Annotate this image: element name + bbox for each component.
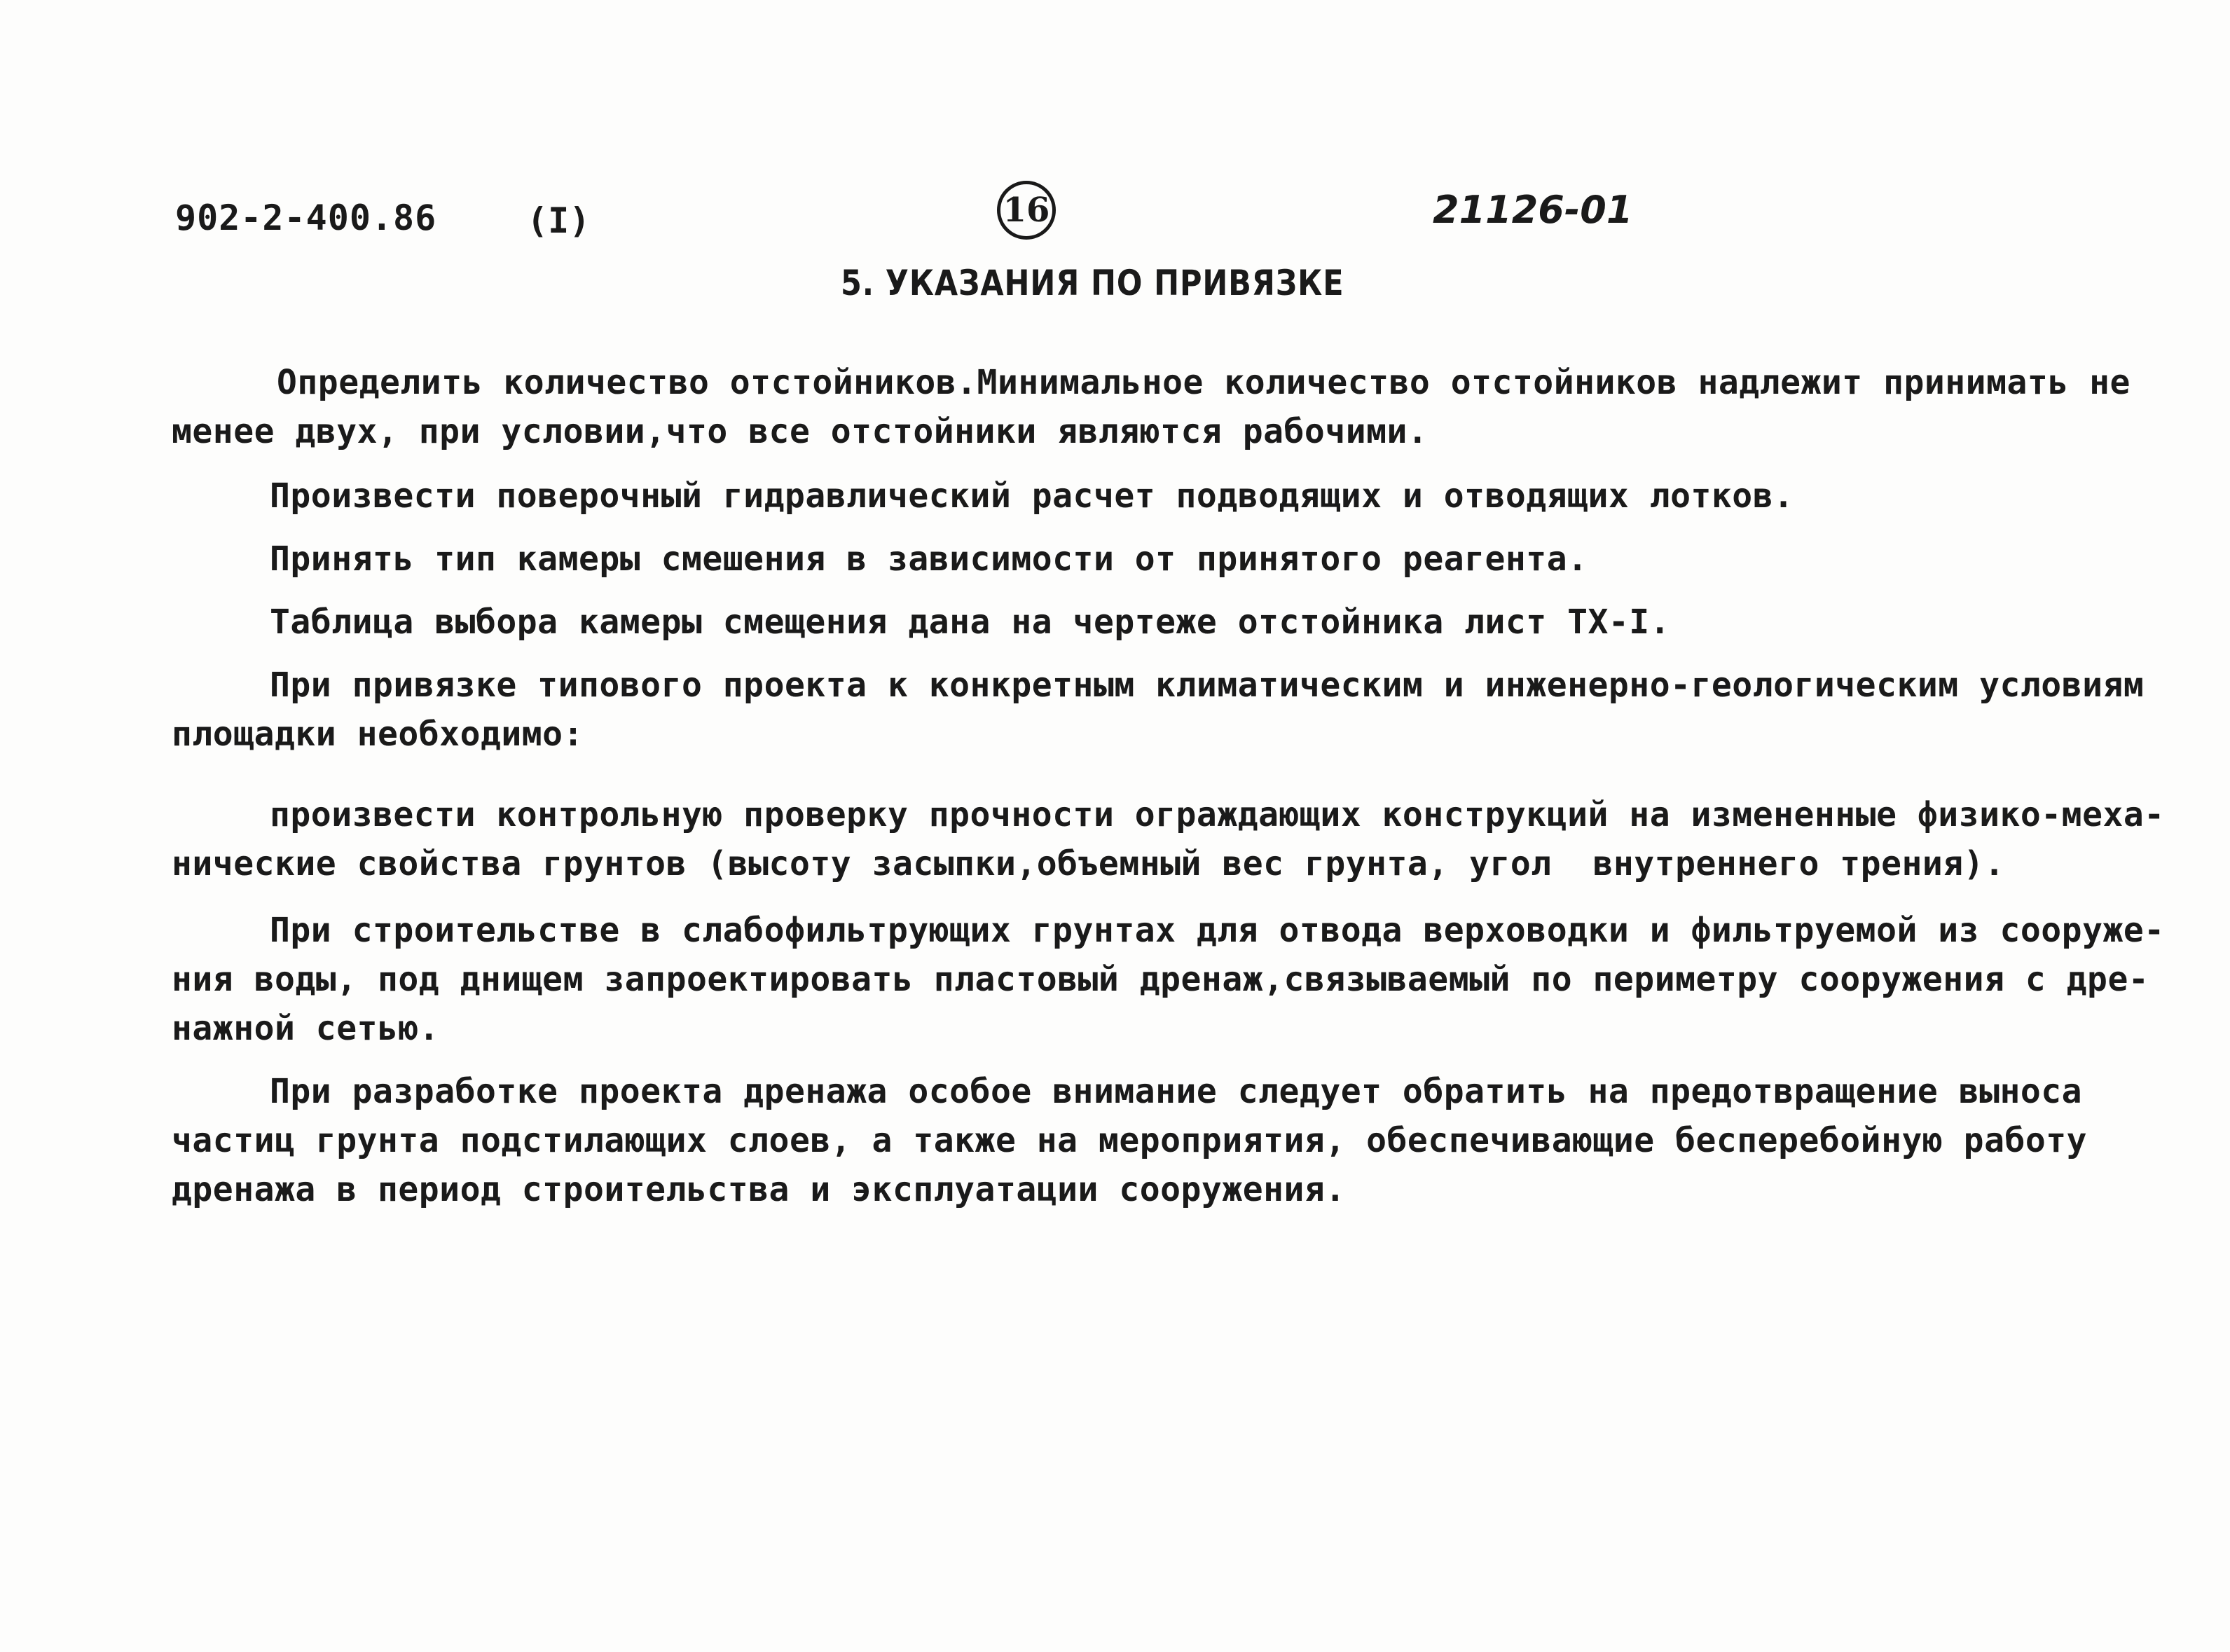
registration-number: 21126-01: [1433, 188, 1633, 232]
paragraph-1-line-2: менее двух, при условии,что все отстойники являются рабочими.: [172, 412, 1429, 451]
paragraph-5-line-1: При привязке типового проекта к конкретным климатическим и инженерно-геологическим условиям: [270, 666, 2145, 705]
paragraph-8-line-1: При разработке проекта дренажа особое внимание следует обратить на предотвращение выноса: [270, 1072, 2083, 1111]
section-title: 5. УКАЗАНИЯ ПО ПРИВЯЗКЕ: [841, 263, 1344, 303]
paragraph-4: Таблица выбора камеры смещения дана на чертеже отстойника лист ТХ-I.: [270, 603, 1671, 642]
paragraph-3: Принять тип камеры смешения в зависимости от принятого реагента.: [270, 539, 1588, 579]
paragraph-8-line-2: частиц грунта подстилающих слоев, а также на мероприятия, обеспечивающие бесперебойную работу: [172, 1121, 2088, 1160]
paragraph-7-line-1: При строительстве в слабофильтрующих грунтах для отвода верховодки и фильтруемой из сооруже-: [270, 911, 2165, 950]
sheet-part: (I): [527, 200, 591, 241]
paragraph-1-line-1: Определить количество отстойников.Минимальное количество отстойников надлежит принимать не: [277, 363, 2131, 402]
paragraph-8-line-3: дренажа в период строительства и эксплуатации сооружения.: [172, 1170, 1346, 1209]
paragraph-7-line-2: ния воды, под днищем запроектировать пластовый дренаж,связываемый по периметру сооружения с дре-: [172, 960, 2149, 999]
paragraph-2: Произвести поверочный гидравлический расчет подводящих и отводящих лотков.: [270, 476, 1794, 516]
paragraph-6-line-1: произвести контрольную проверку прочности ограждающих конструкций на измененные физико-меха-: [270, 795, 2165, 834]
paragraph-7-line-3: нажной сетью.: [172, 1009, 440, 1048]
paragraph-5-line-2: площадки необходимо:: [172, 715, 584, 754]
paragraph-6-line-2: нические свойства грунтов (высоту засыпки,объемный вес грунта, угол внутреннего трения).: [172, 844, 2005, 883]
page-number-circle: 16: [997, 181, 1056, 240]
document-code: 902-2-400.86: [175, 198, 437, 238]
